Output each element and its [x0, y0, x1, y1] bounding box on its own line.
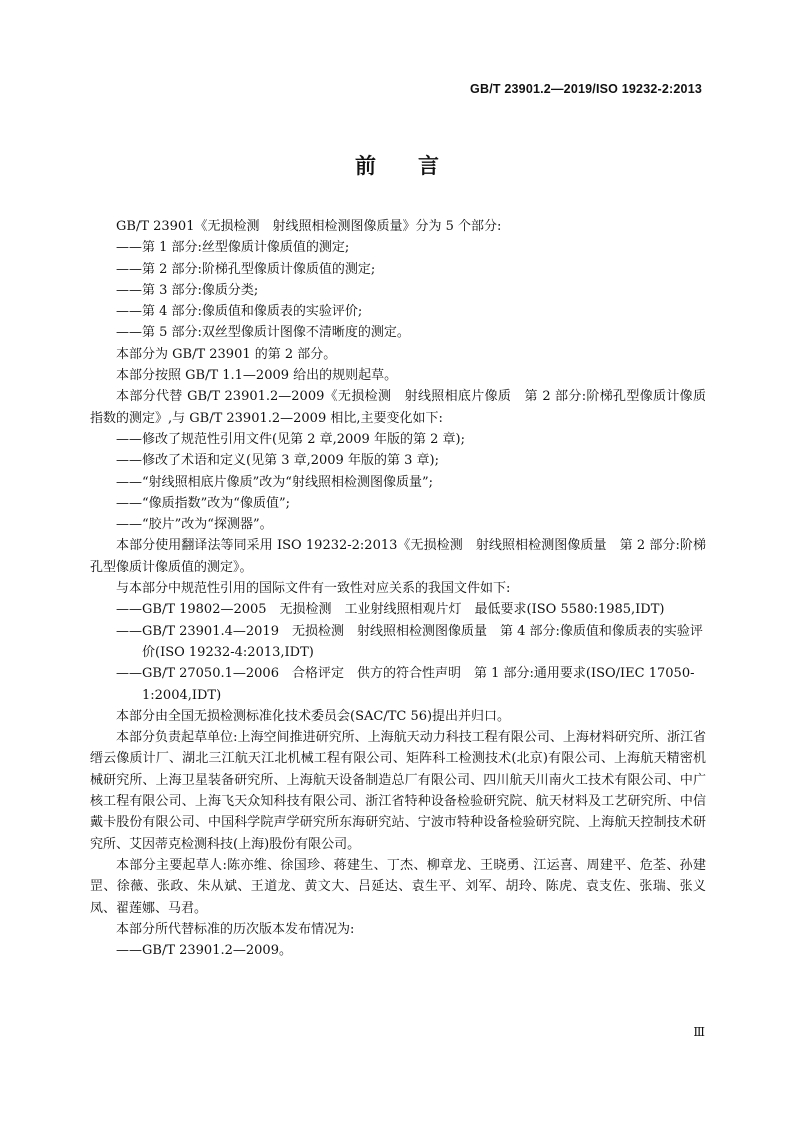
list-item: ——“像质指数”改为“像质值”;: [116, 495, 290, 511]
list-item: ——第 5 部分:双丝型像质计图像不清晰度的测定。: [116, 325, 410, 341]
page-number: Ⅲ: [693, 1025, 705, 1039]
paragraph: 本部分使用翻译法等同采用 ISO 19232-2:2013《无损检测 射线照相检测图像质量 第 2 部分:阶梯孔型像质计像质值的测定》。: [90, 538, 706, 575]
title-char-2: 言: [418, 153, 439, 178]
list-item: ——第 1 部分:丝型像质计像质值的测定;: [116, 240, 350, 256]
list-item: ——第 3 部分:像质分类;: [116, 282, 259, 298]
list-item: ——GB/T 19802—2005 无损检测 工业射线照相观片灯 最低要求(ISO 5580:1985,IDT): [116, 602, 665, 618]
page-title: [0, 150, 794, 180]
list-item: ——GB/T 27050.1—2006 合格评定 供方的符合性声明 第 1 部分:通用要求(ISO/IEC 17050-1:2004,IDT): [116, 666, 695, 703]
paragraph: 与本部分中规范性引用的国际文件有一致性对应关系的我国文件如下:: [116, 581, 511, 597]
paragraph: 本部分由全国无损检测标准化技术委员会(SAC/TC 56)提出并归口。: [116, 708, 511, 724]
paragraph: 本部分主要起草人:陈亦维、徐国珍、蒋建生、丁杰、柳章龙、王晓勇、江运喜、周建平、危荃、孙建罡、徐薇、张政、朱从斌、王道龙、黄文大、吕延达、袁生平、刘军、胡玲、陈虎、袁支佐、张瑞、张义凤、翟莲娜、马君。: [90, 857, 706, 916]
foreword-body: [90, 216, 706, 961]
list-item: ——“射线照相底片像质”改为“射线照相检测图像质量”;: [116, 474, 433, 490]
title-char-1: 前: [355, 153, 376, 178]
paragraph: 本部分负责起草单位:上海空间推进研究所、上海航天动力科技工程有限公司、上海材料研究所、浙江省缙云像质计厂、湖北三江航天江北机械工程有限公司、矩阵科工检测技术(北京)有限公司、上海航天精密机械研究所、上海卫星装备研究所、上海航天设备制造总厂有限公司、四川航天川南火工技术有限公司、中广核工程有限公司、上海飞天众知科技有限公司、浙江省特种设备检验研究院、航天材料及工艺研究所、中信戴卡股份有限公司、中国科学院声学研究所东海研究站、宁波市特种设备检验研究院、上海航天控制技术研究所、艾因蒂克检测科技(上海)股份有限公司。: [90, 730, 706, 852]
list-item: ——GB/T 23901.2—2009。: [116, 943, 292, 959]
list-item: ——“胶片”改为“探测器”。: [116, 517, 273, 533]
paragraph: 本部分按照 GB/T 1.1—2009 给出的规则起草。: [116, 368, 398, 384]
list-item: ——第 4 部分:像质值和像质表的实验评价;: [116, 304, 363, 320]
list-item: ——修改了术语和定义(见第 3 章,2009 年版的第 3 章);: [116, 453, 439, 469]
paragraph: 本部分所代替标准的历次版本发布情况为:: [116, 921, 355, 937]
paragraph: 本部分代替 GB/T 23901.2—2009《无损检测 射线照相底片像质 第 2 部分:阶梯孔型像质计像质指数的测定》,与 GB/T 23901.2—2009 相比,主要变化如下:: [90, 389, 706, 426]
paragraph: GB/T 23901《无损检测 射线照相检测图像质量》分为 5 个部分:: [116, 219, 502, 234]
list-item: ——修改了规范性引用文件(见第 2 章,2009 年版的第 2 章);: [116, 431, 465, 447]
list-item: ——第 2 部分:阶梯孔型像质计像质值的测定;: [116, 261, 376, 277]
paragraph: 本部分为 GB/T 23901 的第 2 部分。: [116, 346, 337, 362]
standard-code-header: GB/T 23901.2—2019/ISO 19232-2:2013: [470, 82, 702, 96]
list-item: ——GB/T 23901.4—2019 无损检测 射线照相检测图像质量 第 4 部分:像质值和像质表的实验评价(ISO 19232-4:2013,IDT): [116, 623, 703, 660]
